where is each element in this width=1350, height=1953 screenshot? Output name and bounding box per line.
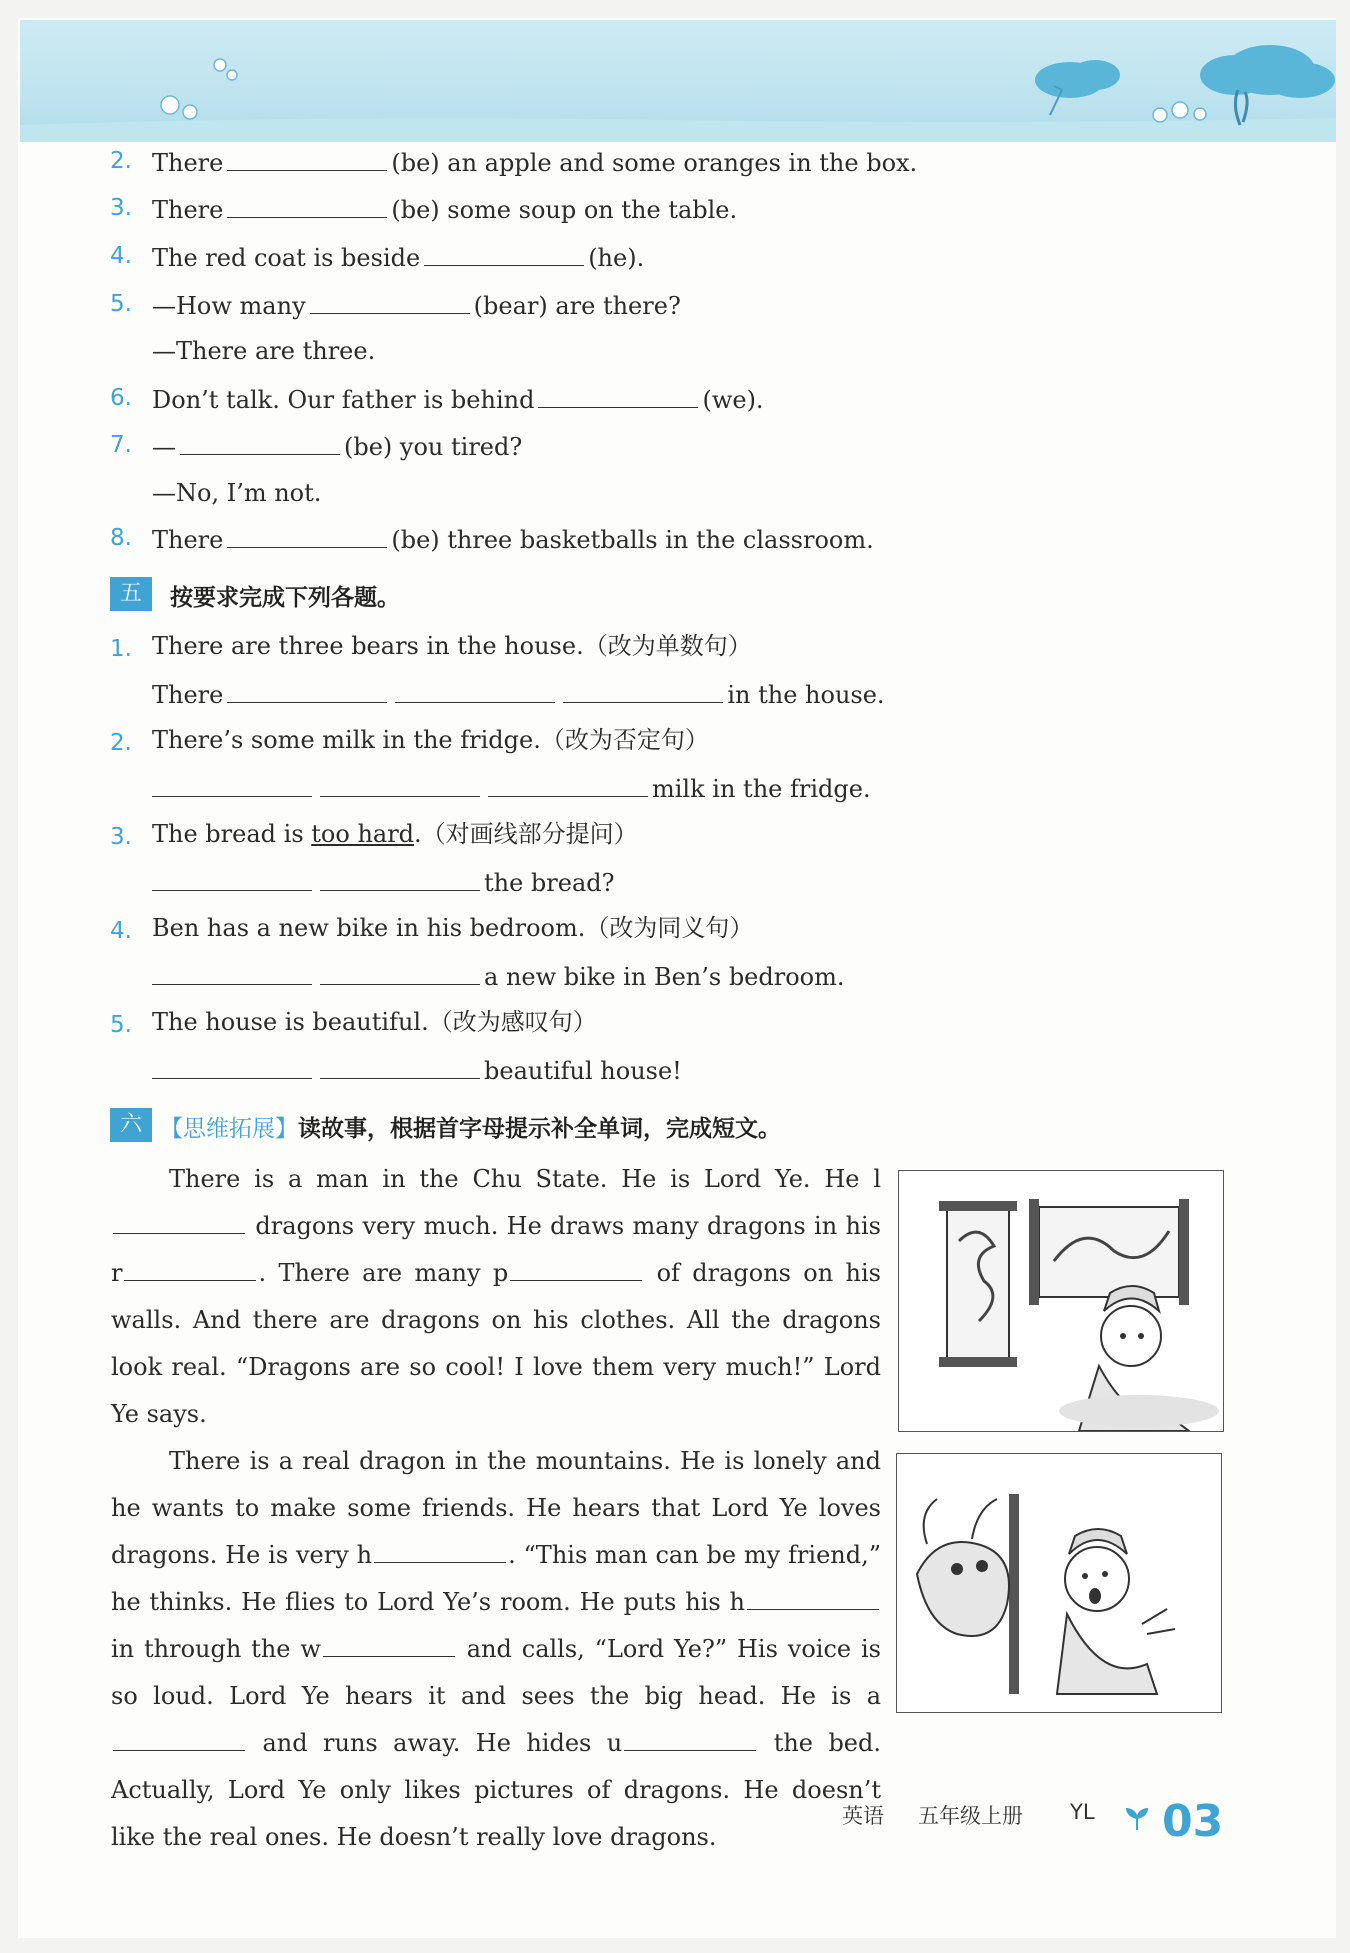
answer-blank[interactable] — [227, 678, 387, 703]
fill-item: There (be) some soup on the table. — [152, 193, 737, 225]
answer-blank[interactable] — [320, 772, 480, 797]
item-number: 2. — [110, 148, 132, 174]
word-blank[interactable] — [624, 1728, 756, 1751]
item-number: 1. — [110, 636, 132, 662]
story-paragraph-1: There is a man in the Chu State. He is Lord Ye. He l dragons very much. He draws many dragons in his r . There are many p of dragons on his walls. And there are dragons on his clothes. All the dragons look real. “Dragons are so cool! I love them very much!” Lord Ye says. — [111, 1165, 881, 1428]
footer-grade: 五年级上册 — [918, 1804, 1023, 1828]
story-paragraph-2: There is a real dragon in the mountains. He is lonely and he wants to make some friends. He hears that Lord Ye loves dragons. He is very h . “This man can be my friend,” he thinks. He flies to Lord Ye’s room. He puts his h in through the w and calls, “Lord Ye?” His voice is so loud. Lord Ye hears it and sees the big head. He is a and runs away. He hides u the bed. Actually, Lord Ye only likes pictures of dragons. He doesn’t like the real ones. He doesn’t really love dragons. — [111, 1447, 882, 1851]
answer-blank[interactable] — [320, 960, 480, 985]
answer-blank[interactable] — [152, 866, 312, 891]
illustration-dragon-visit — [896, 1453, 1222, 1713]
section-tag: 【思维拓展】 — [160, 1116, 298, 1142]
answer-blank[interactable] — [488, 772, 648, 797]
story-text — [111, 1156, 881, 1861]
section-badge: 五 — [110, 577, 152, 611]
item-number: 2. — [110, 730, 132, 756]
word-blank[interactable] — [374, 1540, 506, 1563]
reply-line: —No, I’m not. — [152, 479, 322, 507]
fill-item: There (be) three basketballs in the classroom. — [152, 523, 874, 555]
answer-blank[interactable] — [227, 523, 387, 548]
word-blank[interactable] — [124, 1258, 256, 1281]
item-number: 7. — [110, 432, 132, 458]
answer-blank[interactable] — [227, 193, 387, 218]
footer-edition: YL — [1070, 1800, 1095, 1824]
word-blank[interactable] — [323, 1634, 455, 1657]
question-line: There’s some milk in the fridge.（改为否定句） — [152, 726, 709, 754]
fill-item: —How many (bear) are there? — [152, 289, 681, 321]
answer-blank[interactable] — [563, 678, 723, 703]
header-banner — [20, 20, 1336, 142]
answer-blank[interactable] — [320, 1054, 480, 1079]
underlined-phrase: too hard — [311, 820, 415, 848]
item-number: 4. — [110, 243, 132, 269]
word-blank[interactable] — [510, 1258, 642, 1281]
question-line: The house is beautiful.（改为感叹句） — [152, 1008, 597, 1036]
answer-line: a new bike in Ben’s bedroom. — [148, 960, 845, 992]
leaf-icon — [1124, 1806, 1150, 1836]
item-number: 5. — [110, 1012, 132, 1038]
answer-line: beautiful house! — [148, 1054, 682, 1086]
banner-decoration — [20, 20, 1336, 142]
answer-line: milk in the fridge. — [148, 772, 871, 804]
fill-item: There (be) an apple and some oranges in the box. — [152, 146, 917, 178]
item-number: 8. — [110, 525, 132, 551]
word-blank[interactable] — [747, 1587, 879, 1610]
item-number: 3. — [110, 195, 132, 221]
answer-blank[interactable] — [538, 383, 698, 408]
answer-blank[interactable] — [152, 772, 312, 797]
section-title: 【思维拓展】读故事，根据首字母提示补全单词，完成短文。 — [160, 1116, 781, 1142]
section-badge: 六 — [110, 1108, 152, 1142]
page-number: 03 — [1162, 1796, 1224, 1847]
item-number: 4. — [110, 918, 132, 944]
fill-item: Don’t talk. Our father is behind (we). — [152, 383, 764, 415]
question-line: Ben has a new bike in his bedroom.（改为同义句） — [152, 914, 754, 942]
item-number: 5. — [110, 291, 132, 317]
answer-line: the bread? — [148, 866, 615, 898]
fill-item: The red coat is beside (he). — [152, 241, 644, 273]
footer-subject: 英语 — [842, 1804, 884, 1828]
answer-blank[interactable] — [180, 430, 340, 455]
answer-blank[interactable] — [424, 241, 584, 266]
reply-line: —There are three. — [152, 337, 376, 365]
illustration-lord-ye-paintings — [898, 1170, 1224, 1432]
answer-blank[interactable] — [227, 146, 387, 171]
question-line: There are three bears in the house.（改为单数句） — [152, 632, 752, 660]
answer-blank[interactable] — [320, 866, 480, 891]
item-number: 3. — [110, 824, 132, 850]
answer-blank[interactable] — [152, 960, 312, 985]
question-line: The bread is too hard.（对画线部分提问） — [152, 820, 638, 848]
fill-item: — (be) you tired? — [152, 430, 522, 462]
answer-blank[interactable] — [310, 289, 470, 314]
answer-line: There in the house. — [152, 678, 885, 710]
item-number: 6. — [110, 385, 132, 411]
word-blank[interactable] — [113, 1211, 245, 1234]
answer-blank[interactable] — [395, 678, 555, 703]
answer-blank[interactable] — [152, 1054, 312, 1079]
section-title: 按要求完成下列各题。 — [170, 585, 400, 611]
word-blank[interactable] — [113, 1728, 245, 1751]
